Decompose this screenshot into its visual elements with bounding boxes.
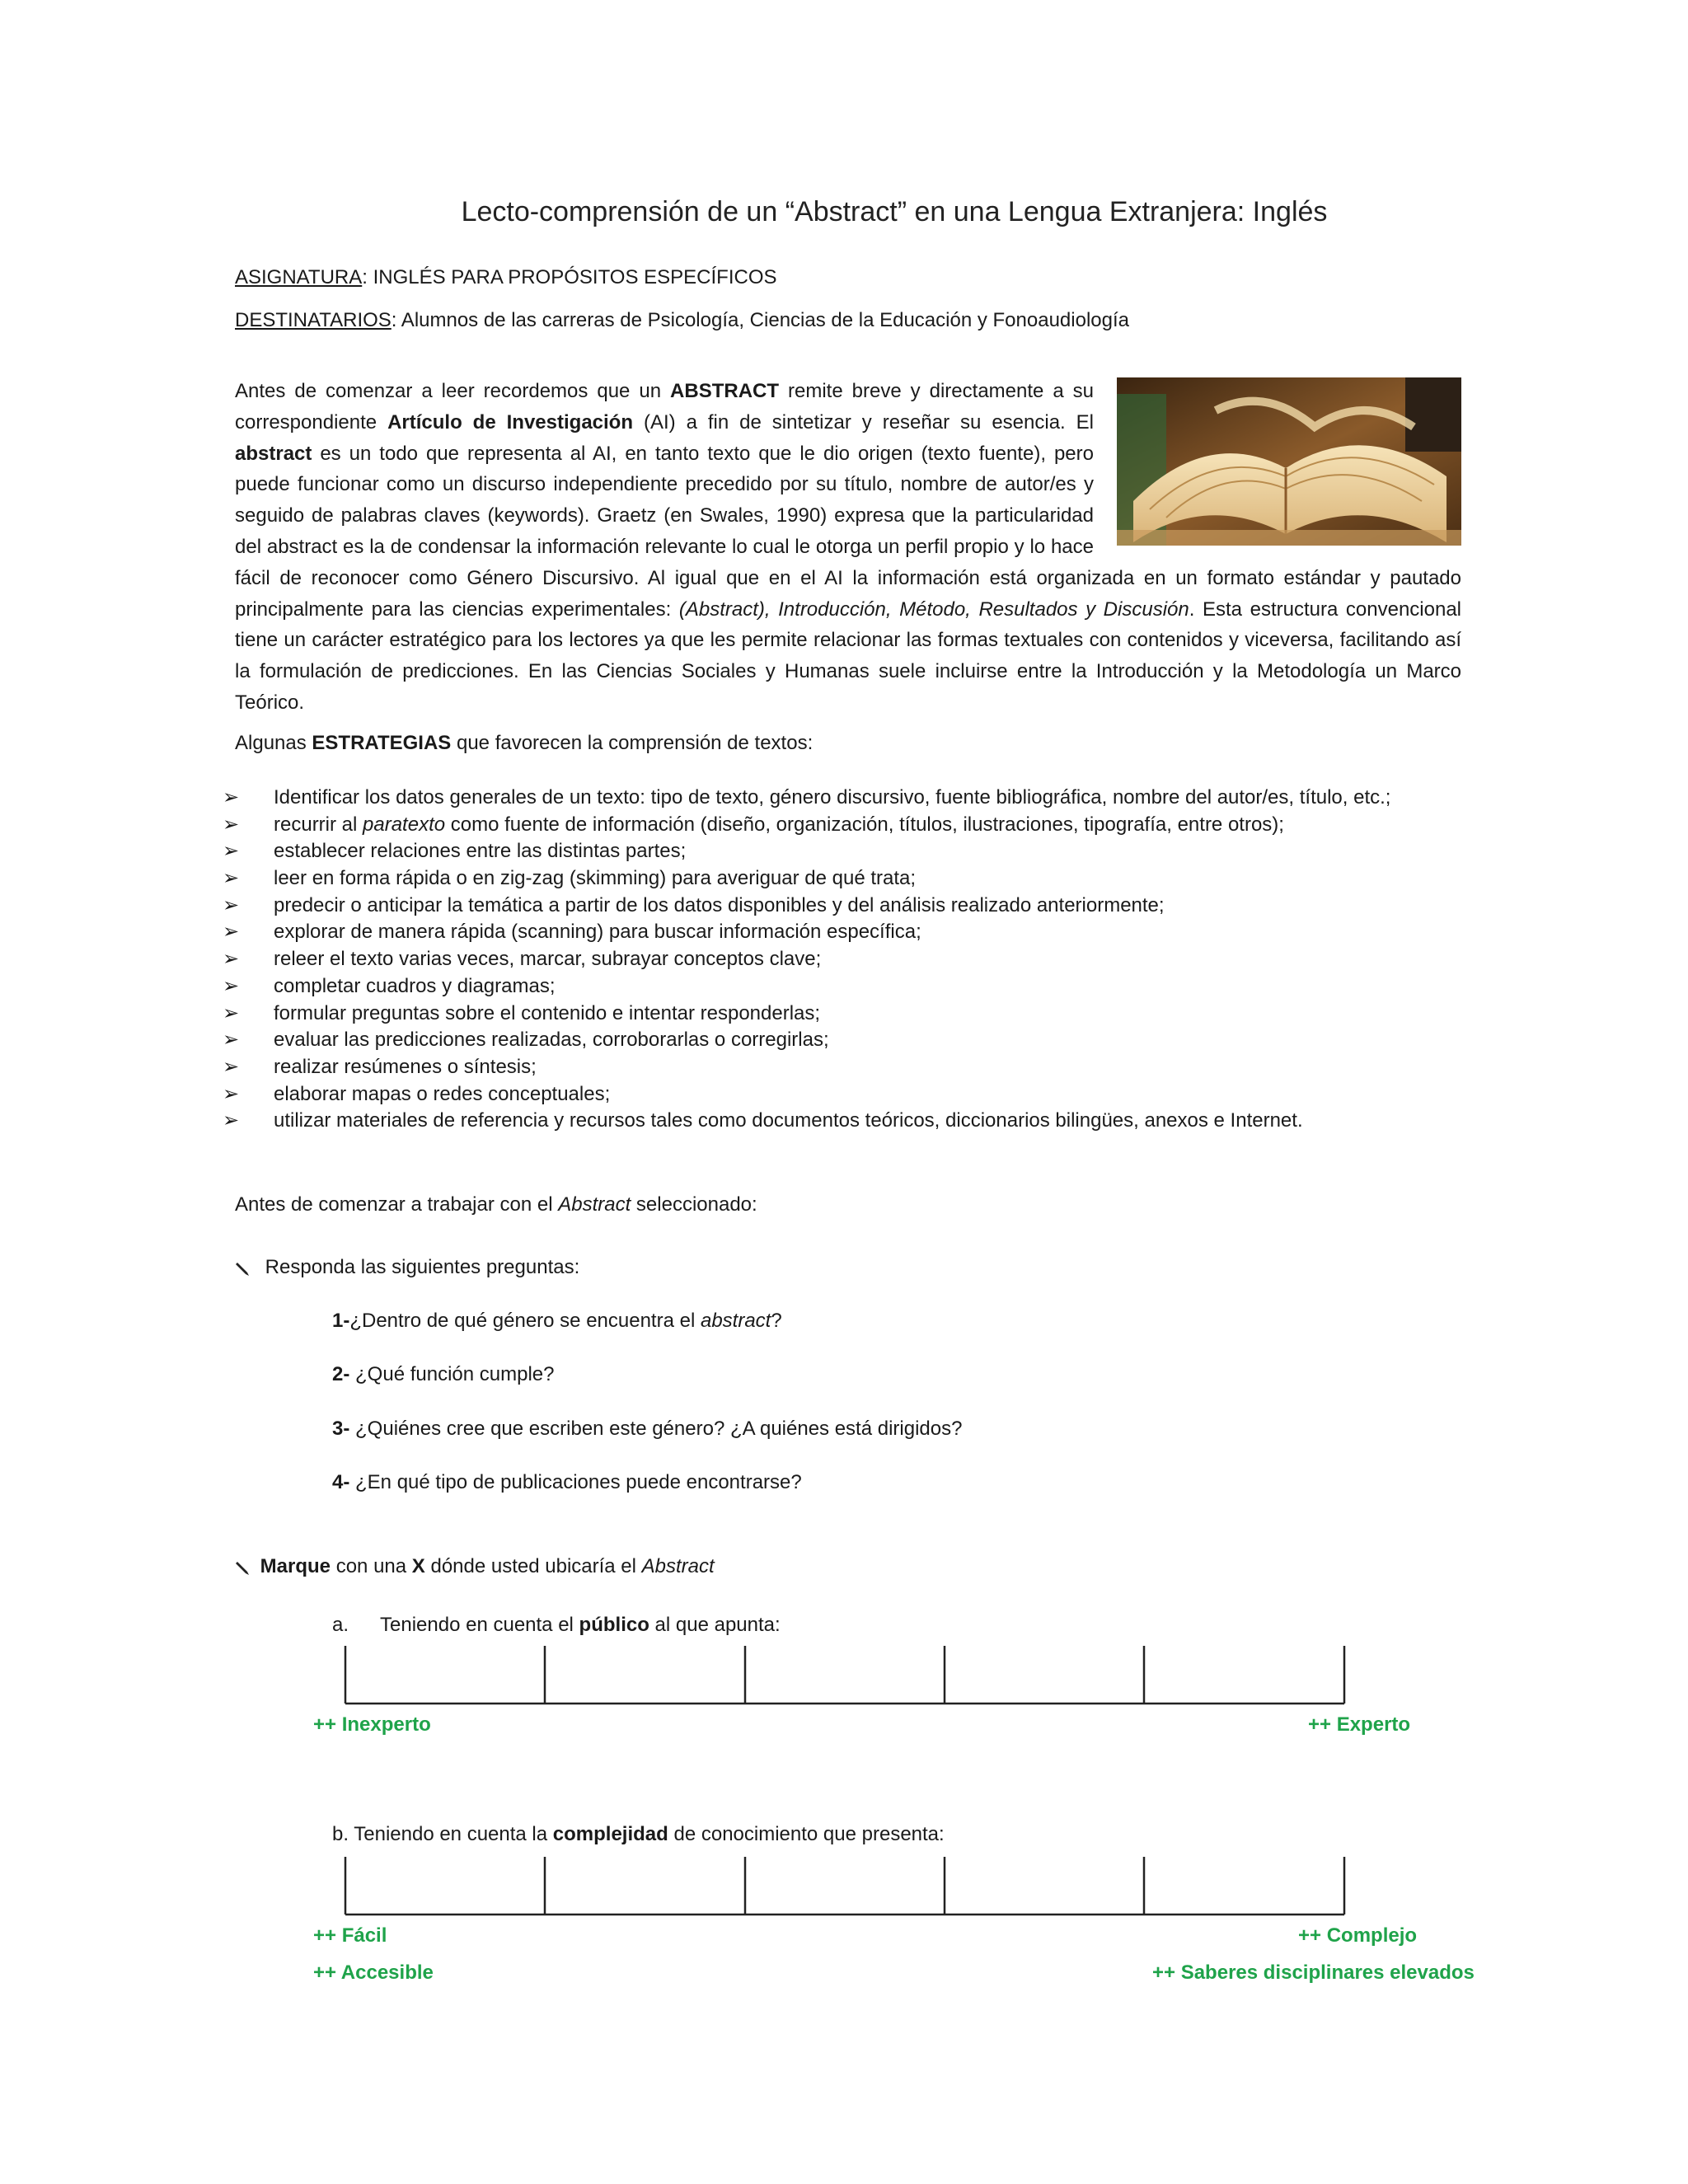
task-bold-x: X — [411, 1555, 425, 1577]
intro-paragraph — [235, 376, 1461, 719]
list-item-text: formular preguntas sobre el contenido e intentar responderlas; — [274, 1001, 821, 1024]
task-text-2: dónde usted ubicaría el — [424, 1555, 642, 1577]
question-number: 2- — [332, 1363, 350, 1385]
question-text: ¿En qué tipo de publicaciones puede encontrarse? — [349, 1471, 802, 1493]
before-text-2: seleccionado: — [631, 1193, 757, 1216]
scale-b-text-2: de conocimiento que presenta: — [668, 1823, 945, 1845]
task-mark-x-label — [260, 1555, 715, 1577]
arrow-bullet-icon: ➢ — [223, 1029, 240, 1052]
subject-value: : INGLÉS PARA PROPÓSITOS ESPECÍFICOS — [362, 266, 777, 288]
list-item-text: elaborar mapas o redes conceptuales; — [274, 1082, 611, 1105]
list-item-text: evaluar las predicciones realizadas, corroborarlas o corregirlas; — [274, 1029, 829, 1052]
intro-italic-structure: (Abstract), Introducción, Método, Resultados y Discusión — [678, 598, 1189, 621]
list-item — [223, 1054, 1541, 1081]
arrow-bullet-icon: ➢ — [223, 813, 240, 836]
list-item-text: realizar resúmenes o síntesis; — [274, 1055, 537, 1078]
arrow-bullet-icon: ➢ — [223, 974, 240, 997]
scale-a-bold: público — [579, 1614, 649, 1636]
scale-b-right-label-1: ++ Complejo — [1298, 1924, 1418, 1947]
list-item — [223, 785, 1541, 812]
list-item-text: establecer relaciones entre las distintas partes; — [274, 840, 687, 863]
intro-text-5: . Esta estructura convencional tiene un carácter estratégico para los lectores ya que les permite relacionar las formas textuales con contenidos y viceversa, facilitando así la formulación de predicciones. En las Ciencias Sociales y Humanas suele incluirse entre la Introducción y la Metodología un Marco Teórico. — [235, 598, 1461, 714]
scale-b-text-1: b. Teniendo en cuenta la — [332, 1823, 553, 1845]
question-text: ¿Dentro de qué género se encuentra el — [349, 1310, 701, 1332]
list-item — [223, 973, 1541, 1001]
question-number: 3- — [332, 1418, 350, 1440]
list-item — [223, 838, 1541, 865]
scale-a-left-label: ++ Inexperto — [313, 1713, 431, 1736]
scale-b-bold: complejidad — [552, 1823, 668, 1845]
audience-value: : Alumnos de las carreras de Psicología, Ciencias de la Educación y Fonoaudiología — [391, 309, 1129, 331]
task-answer-questions-label: Responda las siguientes preguntas: — [265, 1256, 580, 1278]
arrow-bullet-icon: ➢ — [223, 1055, 240, 1078]
arrow-bullet-icon: ➢ — [223, 893, 240, 916]
task-bold-mark: Marque — [260, 1555, 331, 1577]
list-item-text: recurrir al — [274, 813, 363, 836]
list-item-text: predecir o anticipar la temática a partir de los datos disponibles y del análisis realizado anteriormente; — [274, 893, 1165, 916]
arrow-bullet-icon: ➢ — [223, 840, 240, 863]
list-item — [223, 1081, 1541, 1108]
open-books-image — [1117, 377, 1461, 546]
question-2 — [332, 1363, 554, 1386]
scale-a-heading — [332, 1614, 781, 1637]
list-item — [223, 893, 1541, 920]
scale-a-text-2: al que apunta: — [649, 1614, 781, 1636]
arrow-bullet-icon: ➢ — [223, 786, 240, 808]
subject-line — [235, 266, 777, 289]
scale-a-letter: a. — [332, 1614, 349, 1636]
scale-a-right-label: ++ Experto — [1308, 1713, 1411, 1736]
question-3 — [332, 1418, 962, 1441]
arrow-bullet-icon: ➢ — [223, 1001, 240, 1024]
intro-text-3: (AI) a fin de sintetizar y reseñar su esencia. El — [633, 410, 1095, 434]
intro-bold-abstract-2: abstract — [235, 442, 312, 465]
question-text: ¿Quiénes cree que escriben este género? ¿A quiénes está dirigidos? — [349, 1418, 963, 1440]
question-1 — [332, 1310, 782, 1333]
question-text: ¿Qué función cumple? — [349, 1363, 555, 1385]
list-item-text: releer el texto varias veces, marcar, subrayar conceptos clave; — [274, 948, 822, 971]
arrow-bullet-icon: ➢ — [223, 948, 240, 971]
arrow-bullet-icon: ➢ — [223, 867, 240, 890]
list-item-text: completar cuadros y diagramas; — [274, 974, 556, 997]
scale-a-rating-line[interactable] — [338, 1644, 1348, 1710]
strategies-intro-text-2: que favorecen la comprensión de textos: — [451, 732, 814, 754]
scale-b-rating-line[interactable] — [338, 1855, 1348, 1921]
task-text-1: con una — [331, 1555, 412, 1577]
strategies-intro — [235, 732, 813, 755]
list-item-text: explorar de manera rápida (scanning) para buscar información específica; — [274, 921, 921, 944]
intro-text-2: remite breve y directamente a su correspondiente — [235, 380, 1095, 434]
task-answer-questions — [235, 1256, 579, 1279]
list-item-text: como fuente de información (diseño, organización, títulos, ilustraciones, tipografía, entre otros); — [445, 813, 1284, 836]
page-title: Lecto-comprensión de un “Abstract” en una Lengua Extranjera: Inglés — [461, 196, 1328, 227]
arrow-bullet-icon: ➢ — [223, 1082, 240, 1105]
scale-b-right-label-2: ++ Saberes disciplinares elevados — [1152, 1961, 1475, 1984]
subject-label: ASIGNATURA — [235, 266, 363, 288]
pencil-icon — [235, 1260, 251, 1277]
question-text-end: ? — [771, 1310, 782, 1332]
intro-text-4: es un todo que representa al AI, en tanto texto que le dio origen (texto fuente), pero puede funcionar como un discurso independiente precedido por su título, nombre de autor/es y seguido de palabras claves (keywords). Graetz (en Swales, 1990) expresa que la particularidad del abstract es la de condensar la información relevante lo cual le otorga un perfil propio y lo hace fácil de reconocer como Género Discursivo. Al igual que en el AI la información está organizada en un formato estándar y pautado principalmente para las ciencias experimentales: — [235, 442, 1461, 621]
scale-b-heading — [332, 1823, 945, 1846]
list-item-text: leer en forma rápida o en zig-zag (skimming) para averiguar de qué trata; — [274, 867, 917, 890]
intro-text-1: Antes de comenzar a leer recordemos que un — [235, 380, 671, 402]
before-working-line — [235, 1193, 757, 1216]
scale-b-left-label-1: ++ Fácil — [313, 1924, 387, 1947]
intro-bold-article: Artículo de Investigación — [387, 410, 634, 434]
question-4 — [332, 1471, 802, 1494]
list-item — [223, 865, 1541, 893]
list-item — [223, 1001, 1541, 1028]
arrow-bullet-icon: ➢ — [223, 1109, 240, 1132]
task-mark-x — [235, 1555, 715, 1578]
list-item-text: Identificar los datos generales de un texto: tipo de texto, género discursivo, fuente bibliográfica, nombre del autor/es, título, etc.; — [274, 786, 1391, 808]
question-number: 1- — [332, 1310, 350, 1332]
before-text-1: Antes de comenzar a trabajar con el — [235, 1193, 559, 1216]
scale-b-left-label-2: ++ Accesible — [313, 1961, 434, 1984]
intro-bold-abstract: ABSTRACT — [670, 380, 780, 402]
scale-a-text-1: Teniendo en cuenta el — [380, 1614, 579, 1636]
audience-line — [235, 309, 1129, 332]
list-item — [223, 1108, 1541, 1135]
list-item — [223, 946, 1541, 973]
list-item-italic: paratexto — [363, 813, 446, 836]
strategies-intro-bold: ESTRATEGIAS — [312, 732, 452, 754]
list-item — [223, 919, 1541, 946]
before-italic: Abstract — [558, 1193, 631, 1216]
strategies-list — [223, 785, 1541, 1135]
arrow-bullet-icon: ➢ — [223, 921, 240, 944]
list-item-text: utilizar materiales de referencia y recursos tales como documentos teóricos, diccionarios bilingües, anexos e Internet. — [274, 1109, 1303, 1132]
strategies-intro-text-1: Algunas — [235, 732, 312, 754]
pencil-icon — [235, 1559, 251, 1576]
audience-label: DESTINATARIOS — [235, 309, 392, 331]
question-italic: abstract — [700, 1310, 771, 1332]
list-item — [223, 1027, 1541, 1054]
question-number: 4- — [332, 1471, 350, 1493]
task-italic-abstract: Abstract — [641, 1555, 715, 1577]
list-item — [223, 812, 1541, 839]
